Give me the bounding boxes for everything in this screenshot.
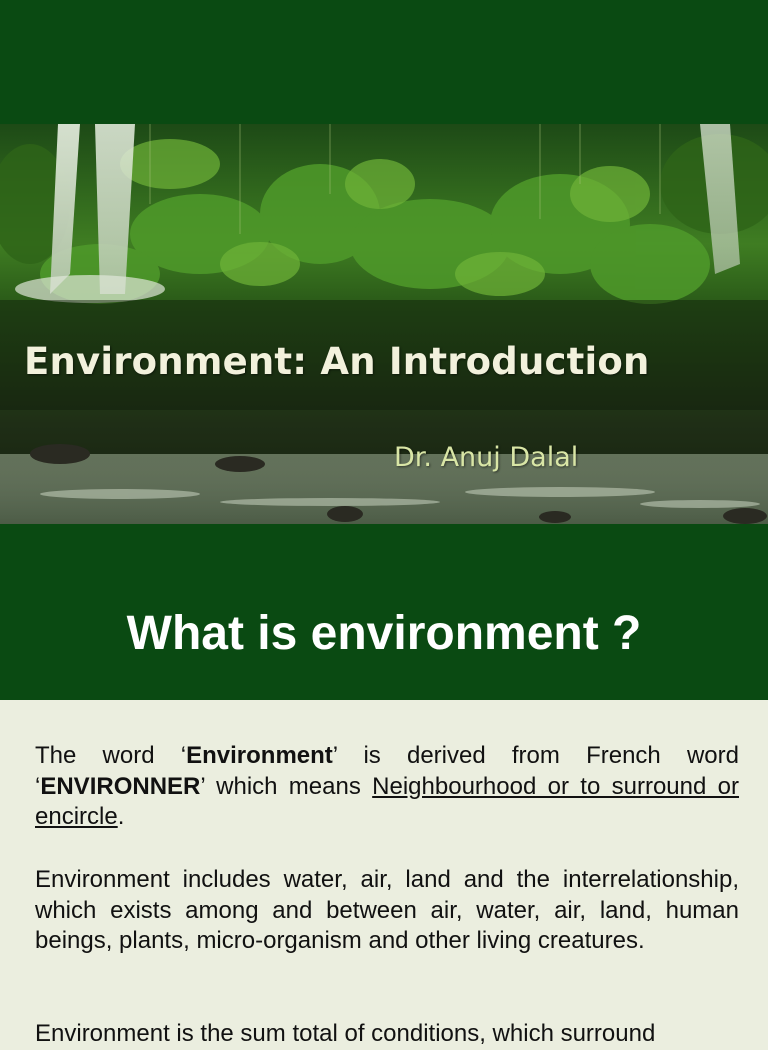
text-run: The word ‘: [35, 742, 187, 769]
paragraph-includes: Environment includes water, air, land and the interrelationship, which exists among and between air, water, air, land, human beings, plants, micro-organism and other living creatures.: [35, 866, 739, 954]
rainforest-waterfall-photo: [0, 124, 768, 524]
paragraph-sum-total: Environment is the sum total of conditions, which surround: [35, 1020, 656, 1047]
section-header-band: [0, 524, 768, 700]
author-name: Dr. Anuj Dalal: [394, 442, 579, 473]
term-environner: ENVIRONNER: [40, 772, 201, 800]
term-environment: Environment: [186, 742, 333, 769]
text-run: ’ which means: [200, 772, 373, 800]
text-run: ’ is derived from French word ‘: [35, 742, 739, 800]
text-run: .: [117, 803, 125, 830]
slide-title: Environment: An Introduction: [24, 340, 650, 383]
top-green-band: [0, 0, 768, 124]
section-heading: What is environment ?: [126, 607, 642, 660]
underlined-meaning: Neighbourhood or to surround or encircle: [35, 772, 739, 830]
content-area: [0, 700, 768, 1047]
paragraph-definition: [35, 741, 739, 833]
hero-banner: [0, 124, 768, 524]
